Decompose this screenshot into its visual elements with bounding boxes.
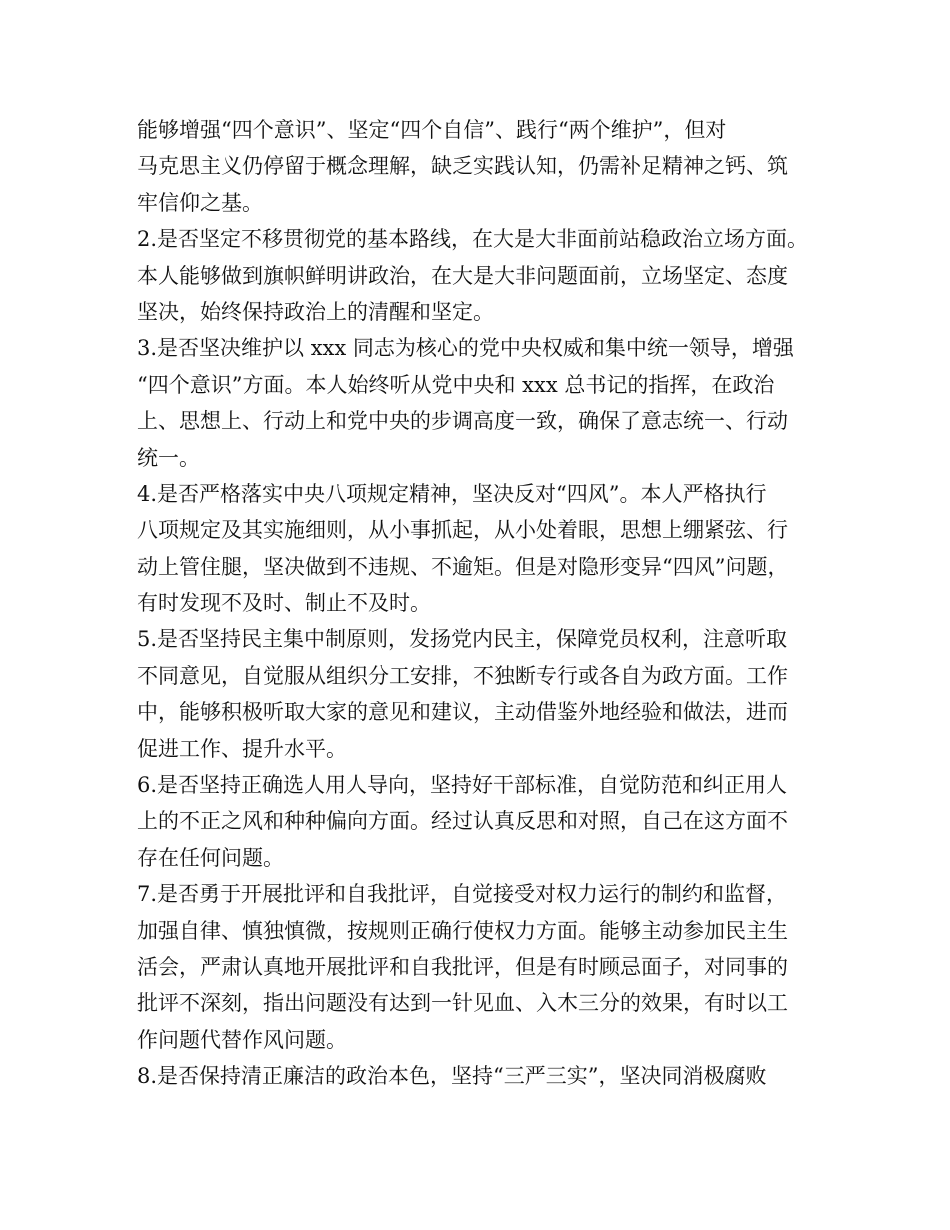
text-line: 中，能够积极听取大家的意见和建议，主动借鉴外地经验和做法，进而 <box>137 700 788 725</box>
text-line: 活会，严肃认真地开展批评和自我批评，但是有时顾忌面子，对同事的 <box>137 954 788 979</box>
text-line: 本人能够做到旗帜鲜明讲政治，在大是大非问题面前，立场坚定、态度 <box>137 263 788 288</box>
text-line: 4.是否严格落实中央八项规定精神，坚决反对“四风”。本人严格执行 <box>137 481 767 506</box>
text-line: 不同意见，自觉服从组织分工安排，不独断专行或各自为政方面。工作 <box>137 663 788 688</box>
text-line: 有时发现不及时、制止不及时。 <box>137 591 431 616</box>
text-line: 7.是否勇于开展批评和自我批评，自觉接受对权力运行的制约和监督， <box>137 882 788 907</box>
text-line: “四个意识”方面。本人始终听从党中央和 xxx 总书记的指挥，在政治 <box>137 372 775 397</box>
document-body <box>137 112 837 1095</box>
text-line: 存在任何问题。 <box>137 845 284 870</box>
text-line: 上、思想上、行动上和党中央的步调高度一致，确保了意志统一、行动 <box>137 409 788 434</box>
text-line: 作问题代替作风问题。 <box>137 1027 347 1052</box>
text-line: 2.是否坚定不移贯彻党的基本路线，在大是大非面前站稳政治立场方面。 <box>137 227 809 252</box>
text-line: 5.是否坚持民主集中制原则，发扬党内民主，保障党员权利，注意听取 <box>137 627 788 652</box>
text-line: 促进工作、提升水平。 <box>137 736 347 761</box>
text-line: 8.是否保持清正廉洁的政治本色，坚持“三严三实”，坚决同消极腐败 <box>137 1064 767 1089</box>
text-line: 统一。 <box>137 445 200 470</box>
text-line: 批评不深刻，指出问题没有达到一针见血、入木三分的效果，有时以工 <box>137 991 788 1016</box>
text-line: 加强自律、慎独慎微，按规则正确行使权力方面。能够主动参加民主生 <box>137 918 788 943</box>
text-line: 马克思主义仍停留于概念理解，缺乏实践认知，仍需补足精神之钙、筑 <box>137 154 788 179</box>
text-line: 八项规定及其实施细则，从小事抓起，从小处着眼，思想上绷紧弦、行 <box>137 518 788 543</box>
text-line: 3.是否坚决维护以 xxx 同志为核心的党中央权威和集中统一领导，增强 <box>137 336 794 361</box>
text-line: 6.是否坚持正确选人用人导向，坚持好干部标准，自觉防范和纠正用人 <box>137 773 788 798</box>
text-line: 能够增强“四个意识”、坚定“四个自信”、践行“两个维护”，但对 <box>137 118 727 142</box>
text-line: 牢信仰之基。 <box>137 190 263 215</box>
text-line: 坚决，始终保持政治上的清醒和坚定。 <box>137 299 494 324</box>
text-line: 上的不正之风和种种偏向方面。经过认真反思和对照，自己在这方面不 <box>137 809 788 834</box>
text-line: 动上管住腿，坚决做到不违规、不逾矩。但是对隐形变异“四风”问题， <box>137 554 789 579</box>
